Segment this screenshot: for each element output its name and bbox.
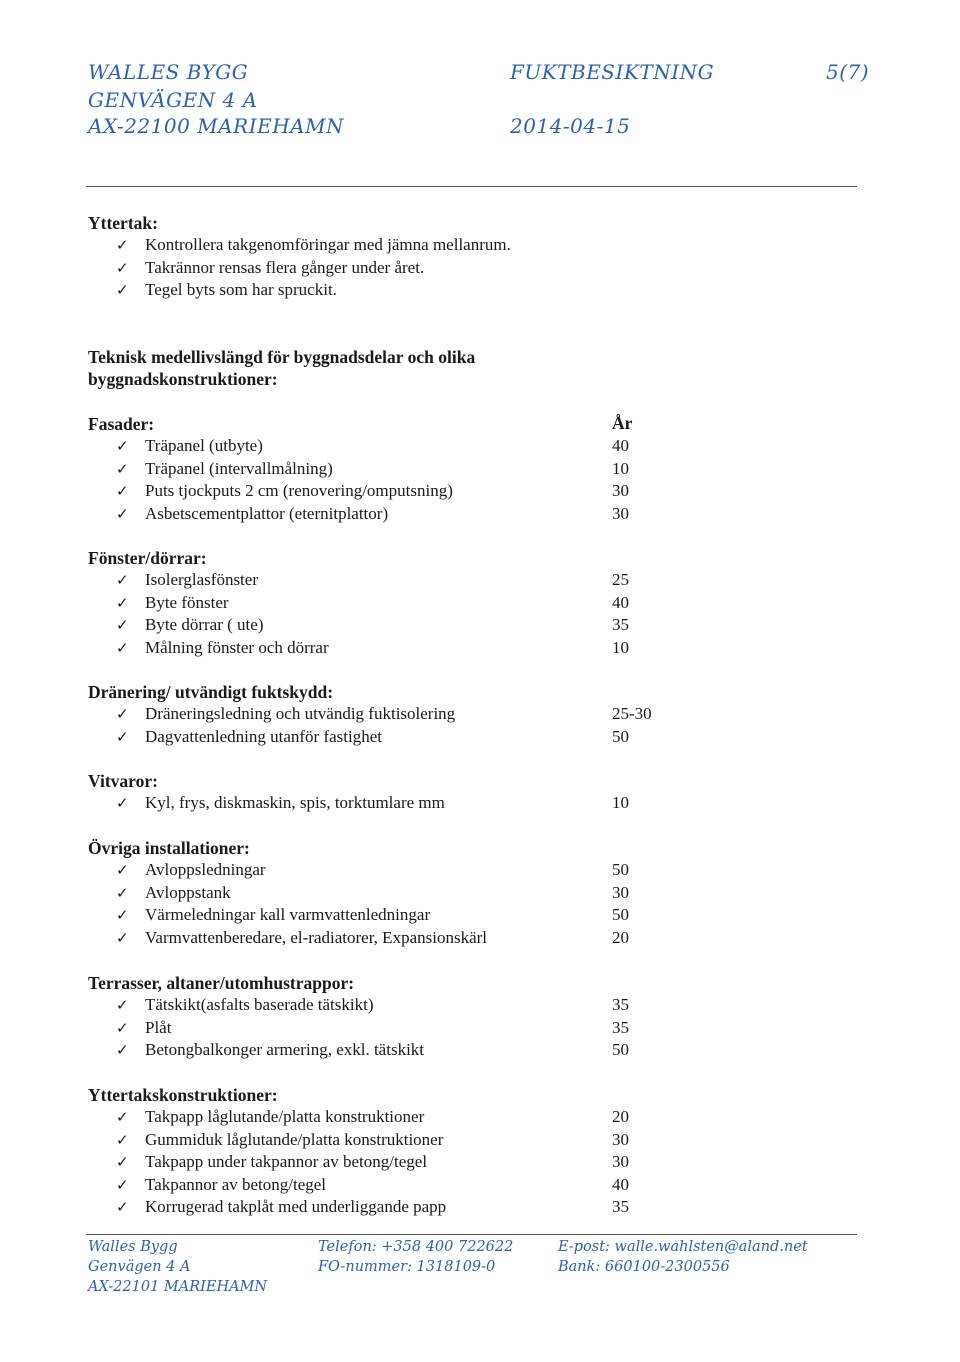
- item-label: Takpapp under takpannor av betong/tegel: [145, 1152, 428, 1171]
- item-label: Träpanel (utbyte): [145, 436, 263, 455]
- section-title: Fasader:: [88, 414, 155, 434]
- list-item: [88, 480, 688, 503]
- section-ovriga-installationer: [88, 837, 688, 949]
- list-item: [88, 904, 688, 927]
- list-item: [88, 503, 688, 526]
- item-years: 10: [612, 793, 629, 812]
- check-icon: ✓: [116, 482, 129, 500]
- section-yttertak: [88, 212, 688, 302]
- list-item: [88, 569, 688, 592]
- item-label: Tätskikt(asfalts baserade tätskikt): [145, 995, 374, 1014]
- item-years: 25: [612, 570, 629, 589]
- company-name: WALLES BYGG: [88, 60, 249, 84]
- section-title: Yttertakskonstruktioner:: [88, 1085, 278, 1105]
- section-yttertakskonstruktioner: [88, 1084, 688, 1219]
- footer-divider: [86, 1234, 857, 1235]
- check-icon: ✓: [116, 1130, 129, 1149]
- section-title: Fönster/dörrar:: [88, 548, 207, 568]
- item-years: 50: [612, 726, 629, 746]
- item-label: Kyl, frys, diskmaskin, spis, torktumlare mm: [145, 793, 445, 812]
- item-years: 10: [612, 458, 629, 478]
- document-date: 2014-04-15: [510, 114, 631, 138]
- item-label: Byte fönster: [145, 592, 229, 612]
- section-title: Terrasser, altaner/utomhustrappor:: [88, 973, 355, 993]
- list-item: [88, 1039, 688, 1062]
- check-icon: ✓: [116, 1175, 129, 1194]
- intro-line-1: Teknisk medellivslängd för byggnadsdelar och olika: [88, 347, 476, 367]
- item-label: Målning fönster och dörrar: [145, 637, 329, 657]
- footer-fo-number: FO-nummer: 1318109-0: [318, 1259, 496, 1275]
- item-years: 50: [612, 860, 629, 879]
- footer-address: [88, 1237, 267, 1297]
- item-years: 35: [612, 615, 629, 634]
- item-years: 30: [612, 882, 629, 902]
- footer-bank: Bank: 660100-2300556: [558, 1259, 730, 1275]
- item-label: Varmvattenberedare, el-radiatorer, Expansionskärl: [145, 927, 487, 947]
- item-label: Gummiduk låglutande/platta konstruktioner: [145, 1129, 444, 1149]
- list-item: [88, 859, 688, 882]
- item-label: Korrugerad takplåt med underliggande papp: [145, 1197, 447, 1216]
- item-years: 40: [612, 436, 629, 455]
- check-icon: ✓: [116, 727, 129, 746]
- check-icon: ✓: [116, 906, 129, 924]
- check-icon: ✓: [116, 236, 129, 254]
- item-years: 20: [612, 1107, 629, 1126]
- list-item: [88, 726, 688, 749]
- check-icon: ✓: [116, 928, 129, 947]
- list-item: [88, 458, 688, 481]
- section-fonster-dorrar: [88, 547, 688, 659]
- list-item: [88, 882, 688, 905]
- item-years: 50: [612, 1040, 629, 1059]
- document-title: FUKTBESIKTNING: [510, 60, 715, 84]
- check-icon: ✓: [116, 616, 129, 634]
- intro-line-2: byggnadskonstruktioner:: [88, 369, 278, 389]
- item-years: 40: [612, 592, 629, 612]
- section-terrasser: [88, 972, 688, 1062]
- item-years: 30: [612, 503, 629, 523]
- list-item: [88, 994, 688, 1017]
- list-item: [88, 1174, 688, 1197]
- item-label: Byte dörrar ( ute): [145, 615, 264, 634]
- item-label: Dagvattenledning utanför fastighet: [145, 726, 382, 746]
- company-city: AX-22100 MARIEHAMN: [88, 114, 345, 138]
- list-item: [88, 257, 688, 280]
- section-fasader: [88, 413, 688, 525]
- check-icon: ✓: [116, 996, 129, 1014]
- item-label: Dräneringsledning och utvändig fuktisolering: [145, 704, 456, 723]
- footer-company: Walles Bygg: [88, 1239, 178, 1255]
- year-column-header: År: [612, 413, 633, 433]
- check-icon: ✓: [116, 1108, 129, 1126]
- footer-phone: Telefon: +358 400 722622: [318, 1239, 514, 1255]
- item-years: 30: [612, 1152, 629, 1171]
- item-years: 25-30: [612, 704, 652, 723]
- page-number: 5(7): [826, 60, 870, 84]
- intro-heading: [88, 346, 688, 390]
- section-dranering: [88, 681, 688, 748]
- item-label: Isolerglasfönster: [145, 570, 258, 589]
- list-item: [88, 1106, 688, 1129]
- check-icon: ✓: [116, 1198, 129, 1216]
- item-label: Asbetscementplattor (eternitplattor): [145, 503, 389, 523]
- item-years: 10: [612, 637, 629, 657]
- item-years: 30: [612, 1129, 629, 1149]
- item-label: Tegel byts som har spruckit.: [145, 280, 337, 299]
- check-icon: ✓: [116, 1153, 129, 1171]
- company-street: GENVÄGEN 4 A: [88, 88, 258, 112]
- item-years: 35: [612, 995, 629, 1014]
- footer-email: E-post: walle.wahlsten@aland.net: [558, 1239, 808, 1255]
- list-item: [88, 1196, 688, 1219]
- item-label: Plåt: [145, 1017, 172, 1037]
- item-label: Avloppstank: [145, 882, 231, 902]
- section-title: Vitvaror:: [88, 771, 158, 791]
- footer-street: Genvägen 4 A: [88, 1259, 191, 1275]
- item-label: Träpanel (intervallmålning): [145, 458, 333, 478]
- item-label: Puts tjockputs 2 cm (renovering/omputsning): [145, 481, 453, 500]
- check-icon: ✓: [116, 883, 129, 902]
- check-icon: ✓: [116, 437, 129, 455]
- item-label: Kontrollera takgenomföringar med jämna mellanrum.: [145, 235, 511, 254]
- check-icon: ✓: [116, 593, 129, 612]
- check-icon: ✓: [116, 258, 129, 277]
- list-item: [88, 927, 688, 950]
- section-vitvaror: [88, 770, 688, 815]
- item-label: Avloppsledningar: [145, 860, 266, 879]
- check-icon: ✓: [116, 1018, 129, 1037]
- list-item: [88, 234, 688, 257]
- check-icon: ✓: [116, 861, 129, 879]
- section-title: Övriga installationer:: [88, 838, 250, 858]
- footer-city: AX-22101 MARIEHAMN: [88, 1279, 268, 1295]
- item-label: Takpapp låglutande/platta konstruktioner: [145, 1107, 425, 1126]
- list-item: [88, 279, 688, 302]
- list-item: [88, 1129, 688, 1152]
- item-years: 20: [612, 927, 629, 947]
- list-item: [88, 435, 688, 458]
- section-title: Yttertak:: [88, 213, 158, 233]
- check-icon: ✓: [116, 705, 129, 723]
- item-label: Betongbalkonger armering, exkl. tätskikt: [145, 1040, 425, 1059]
- check-icon: ✓: [116, 794, 129, 812]
- item-years: 40: [612, 1174, 629, 1194]
- check-icon: ✓: [116, 571, 129, 589]
- item-label: Takpannor av betong/tegel: [145, 1174, 327, 1194]
- check-icon: ✓: [116, 504, 129, 523]
- list-item: [88, 614, 688, 637]
- check-icon: ✓: [116, 1041, 129, 1059]
- item-label: Takrännor rensas flera gånger under året.: [145, 257, 425, 277]
- list-item: [88, 1017, 688, 1040]
- list-item: [88, 703, 688, 726]
- list-item: [88, 1151, 688, 1174]
- list-item: [88, 637, 688, 660]
- item-label: Värmeledningar kall varmvattenledningar: [145, 905, 431, 924]
- header-divider: [86, 186, 857, 187]
- list-item: [88, 592, 688, 615]
- item-years: 35: [612, 1017, 629, 1037]
- check-icon: ✓: [116, 638, 129, 657]
- list-item: [88, 792, 688, 815]
- footer-contact: [318, 1237, 513, 1277]
- check-icon: ✓: [116, 281, 129, 299]
- check-icon: ✓: [116, 459, 129, 478]
- item-years: 35: [612, 1197, 629, 1216]
- footer-bank-email: [558, 1237, 808, 1277]
- item-years: 30: [612, 481, 629, 500]
- item-years: 50: [612, 905, 629, 924]
- section-title: Dränering/ utvändigt fuktskydd:: [88, 682, 334, 702]
